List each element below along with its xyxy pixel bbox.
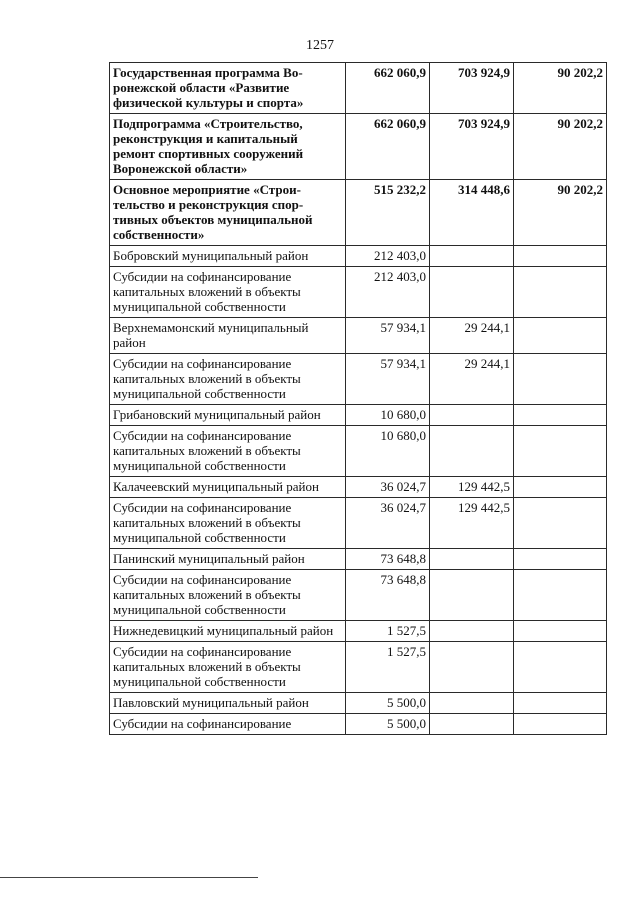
table-row: [110, 570, 607, 621]
table-row: [110, 498, 607, 549]
table-row: [110, 114, 607, 180]
value-col-3-cell: [514, 498, 607, 549]
value-col-3-cell: [514, 246, 607, 267]
row-label-cell: Субсидии на софинансирование капитальных вложений в объекты муниципальной собственности: [110, 642, 346, 693]
value-col-2-cell: [430, 267, 514, 318]
value-col-2-cell: [430, 246, 514, 267]
table-row: [110, 246, 607, 267]
row-label-cell: Основное мероприятие «Строительство и реконструкция спортивных объектов муниципальной собственности»: [110, 180, 346, 246]
value-col-1-cell: 73 648,8: [346, 549, 430, 570]
row-label-cell: Субсидии на софинансирование капитальных вложений в объекты муниципальной собственности: [110, 354, 346, 405]
row-label-cell: Панинский муниципальный район: [110, 549, 346, 570]
value-col-3-cell: 90 202,2: [514, 114, 607, 180]
table-row: [110, 318, 607, 354]
value-col-2-cell: [430, 426, 514, 477]
row-label-cell: Нижнедевицкий муниципальный район: [110, 621, 346, 642]
row-label-cell: Бобровский муниципальный район: [110, 246, 346, 267]
row-label-cell: Калачеевский муниципальный район: [110, 477, 346, 498]
budget-table: [109, 62, 607, 735]
value-col-1-cell: 212 403,0: [346, 267, 430, 318]
value-col-1-cell: 212 403,0: [346, 246, 430, 267]
value-col-1-cell: 5 500,0: [346, 714, 430, 735]
row-label-cell: Грибановский муниципальный район: [110, 405, 346, 426]
row-label-cell: Субсидии на софинансирование: [110, 714, 346, 735]
value-col-3-cell: [514, 318, 607, 354]
table-row: [110, 693, 607, 714]
row-label-cell: Субсидии на софинансирование капитальных вложений в объекты муниципальной собственности: [110, 267, 346, 318]
value-col-3-cell: 90 202,2: [514, 63, 607, 114]
row-label-cell: Государственная программа Воронежской области «Развитие физической культуры и спорта»: [110, 63, 346, 114]
value-col-2-cell: 29 244,1: [430, 318, 514, 354]
value-col-3-cell: 90 202,2: [514, 180, 607, 246]
value-col-2-cell: 703 924,9: [430, 114, 514, 180]
value-col-3-cell: [514, 621, 607, 642]
value-col-2-cell: 703 924,9: [430, 63, 514, 114]
value-col-2-cell: [430, 714, 514, 735]
budget-table-body: [110, 63, 607, 735]
value-col-2-cell: [430, 642, 514, 693]
value-col-1-cell: 662 060,9: [346, 63, 430, 114]
table-row: [110, 63, 607, 114]
table-row: [110, 354, 607, 405]
value-col-1-cell: 515 232,2: [346, 180, 430, 246]
row-label-cell: Подпрограмма «Строительство, реконструкция и капитальный ремонт спортивных сооружений Воронежской области»: [110, 114, 346, 180]
value-col-1-cell: 1 527,5: [346, 642, 430, 693]
value-col-3-cell: [514, 354, 607, 405]
table-row: [110, 426, 607, 477]
value-col-3-cell: [514, 693, 607, 714]
table-row: [110, 477, 607, 498]
value-col-1-cell: 57 934,1: [346, 354, 430, 405]
value-col-2-cell: 314 448,6: [430, 180, 514, 246]
value-col-3-cell: [514, 267, 607, 318]
value-col-1-cell: 73 648,8: [346, 570, 430, 621]
value-col-2-cell: 129 442,5: [430, 498, 514, 549]
value-col-3-cell: [514, 714, 607, 735]
value-col-3-cell: [514, 405, 607, 426]
footnote-separator: [0, 877, 258, 878]
value-col-1-cell: 36 024,7: [346, 498, 430, 549]
value-col-3-cell: [514, 549, 607, 570]
value-col-3-cell: [514, 642, 607, 693]
value-col-2-cell: [430, 621, 514, 642]
value-col-1-cell: 662 060,9: [346, 114, 430, 180]
page-number: 1257: [306, 38, 334, 53]
value-col-1-cell: 5 500,0: [346, 693, 430, 714]
table-row: [110, 714, 607, 735]
value-col-3-cell: [514, 477, 607, 498]
table-row: [110, 405, 607, 426]
table-row: [110, 549, 607, 570]
value-col-2-cell: 29 244,1: [430, 354, 514, 405]
value-col-2-cell: [430, 693, 514, 714]
value-col-1-cell: 10 680,0: [346, 426, 430, 477]
table-row: [110, 180, 607, 246]
value-col-2-cell: 129 442,5: [430, 477, 514, 498]
value-col-1-cell: 36 024,7: [346, 477, 430, 498]
value-col-1-cell: 1 527,5: [346, 621, 430, 642]
row-label-cell: Павловский муниципальный район: [110, 693, 346, 714]
value-col-3-cell: [514, 570, 607, 621]
row-label-cell: Субсидии на софинансирование капитальных вложений в объекты муниципальной собственности: [110, 498, 346, 549]
value-col-3-cell: [514, 426, 607, 477]
table-row: [110, 621, 607, 642]
value-col-1-cell: 57 934,1: [346, 318, 430, 354]
value-col-2-cell: [430, 570, 514, 621]
row-label-cell: Верхнемамонский муниципальный район: [110, 318, 346, 354]
value-col-2-cell: [430, 549, 514, 570]
value-col-2-cell: [430, 405, 514, 426]
value-col-1-cell: 10 680,0: [346, 405, 430, 426]
table-row: [110, 267, 607, 318]
row-label-cell: Субсидии на софинансирование капитальных вложений в объекты муниципальной собственности: [110, 426, 346, 477]
row-label-cell: Субсидии на софинансирование капитальных вложений в объекты муниципальной собственности: [110, 570, 346, 621]
table-row: [110, 642, 607, 693]
